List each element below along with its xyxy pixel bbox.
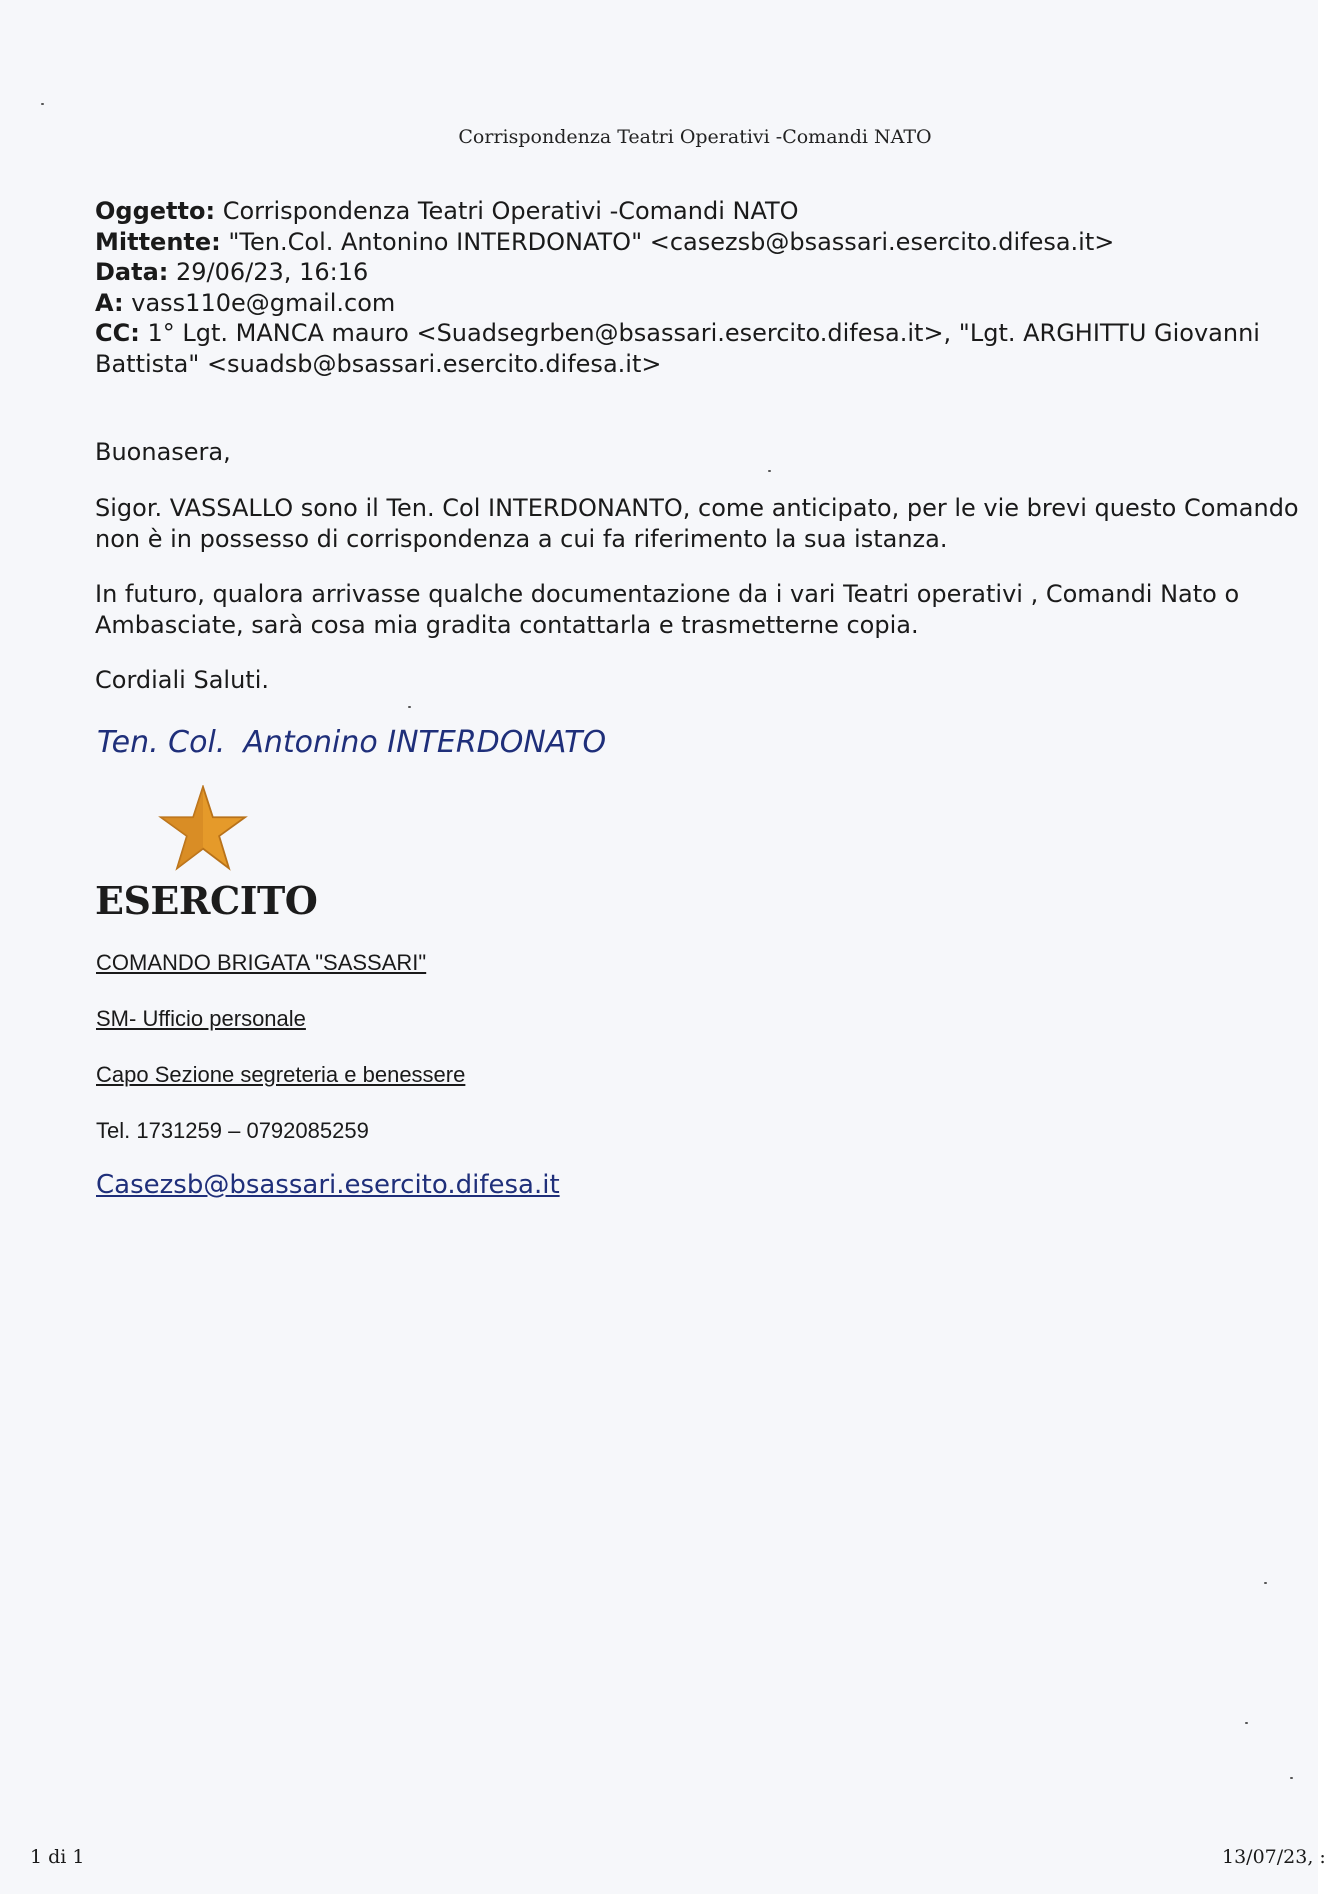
scan-speck xyxy=(768,470,771,472)
to-value: vass110e@gmail.com xyxy=(123,288,396,317)
contact-phone: Tel. 1731259 – 0792085259 xyxy=(96,1118,369,1143)
email-headers xyxy=(95,196,1295,379)
body-paragraph-1: Sigor. VASSALLO sono il Ten. Col INTERDONANTO, come anticipato, per le vie brevi questo Comando non è in possesso di corrispondenza a cui fa riferimento la sua istanza. xyxy=(95,494,1299,553)
contact-section: Capo Sezione segreteria e benessere xyxy=(96,1062,466,1087)
subject-line xyxy=(95,196,1295,227)
closing: Cordiali Saluti. xyxy=(95,666,269,694)
page-edge xyxy=(1318,0,1332,1904)
signature-full-name: Antonino INTERDONATO xyxy=(243,725,607,760)
cc-line xyxy=(95,318,1295,379)
cc-label: CC: xyxy=(95,319,140,347)
greeting: Buonasera, xyxy=(95,438,231,466)
sender-value: "Ten.Col. Antonino INTERDONATO" <casezsb@bsassari.esercito.difesa.it> xyxy=(220,227,1115,256)
sender-label: Mittente: xyxy=(95,227,221,256)
cc-value: 1° Lgt. MANCA mauro <Suadsegrben@bsassari.esercito.difesa.it>, "Lgt. ARGHITTU Giovanni Battista" <suadsb@bsassari.esercito.difesa.it> xyxy=(95,319,1260,378)
page-header: Corrispondenza Teatri Operativi -Comandi NATO xyxy=(458,126,932,148)
signature-name xyxy=(97,725,606,760)
esercito-logo: ESERCITO xyxy=(95,878,318,923)
page-number: 1 di 1 xyxy=(30,1846,85,1868)
to-label: A: xyxy=(95,288,124,317)
scan-speck xyxy=(1264,1582,1267,1584)
body-paragraph-2: In futuro, qualora arrivasse qualche documentazione da i vari Teatri operativi , Comandi Nato o Ambasciate, sarà cosa mia gradita contattarla e trasmetterne copia. xyxy=(95,580,1240,639)
scan-speck xyxy=(1245,1722,1248,1724)
signature-rank: Ten. Col. xyxy=(97,725,226,760)
date-value: 29/06/23, 16:16 xyxy=(168,258,369,286)
subject-label: Oggetto: xyxy=(95,197,216,225)
signature-email-link[interactable]: Casezsb@bsassari.esercito.difesa.it xyxy=(96,1170,560,1200)
scan-speck xyxy=(1290,1777,1293,1779)
scan-speck xyxy=(408,706,411,708)
subject-value: Corrispondenza Teatri Operativi -Comandi NATO xyxy=(215,197,799,225)
scan-speck xyxy=(41,103,44,105)
contact-office: SM- Ufficio personale xyxy=(96,1006,306,1031)
date-line xyxy=(95,257,1295,288)
contact-command: COMANDO BRIGATA "SASSARI" xyxy=(96,950,427,975)
page-bottom-edge xyxy=(0,1894,1332,1904)
date-label: Data: xyxy=(95,258,169,286)
email-body xyxy=(95,437,1305,720)
print-date: 13/07/23, : xyxy=(1222,1846,1326,1868)
star-icon xyxy=(158,785,248,871)
to-line xyxy=(95,288,1295,319)
sender-line xyxy=(95,227,1295,258)
